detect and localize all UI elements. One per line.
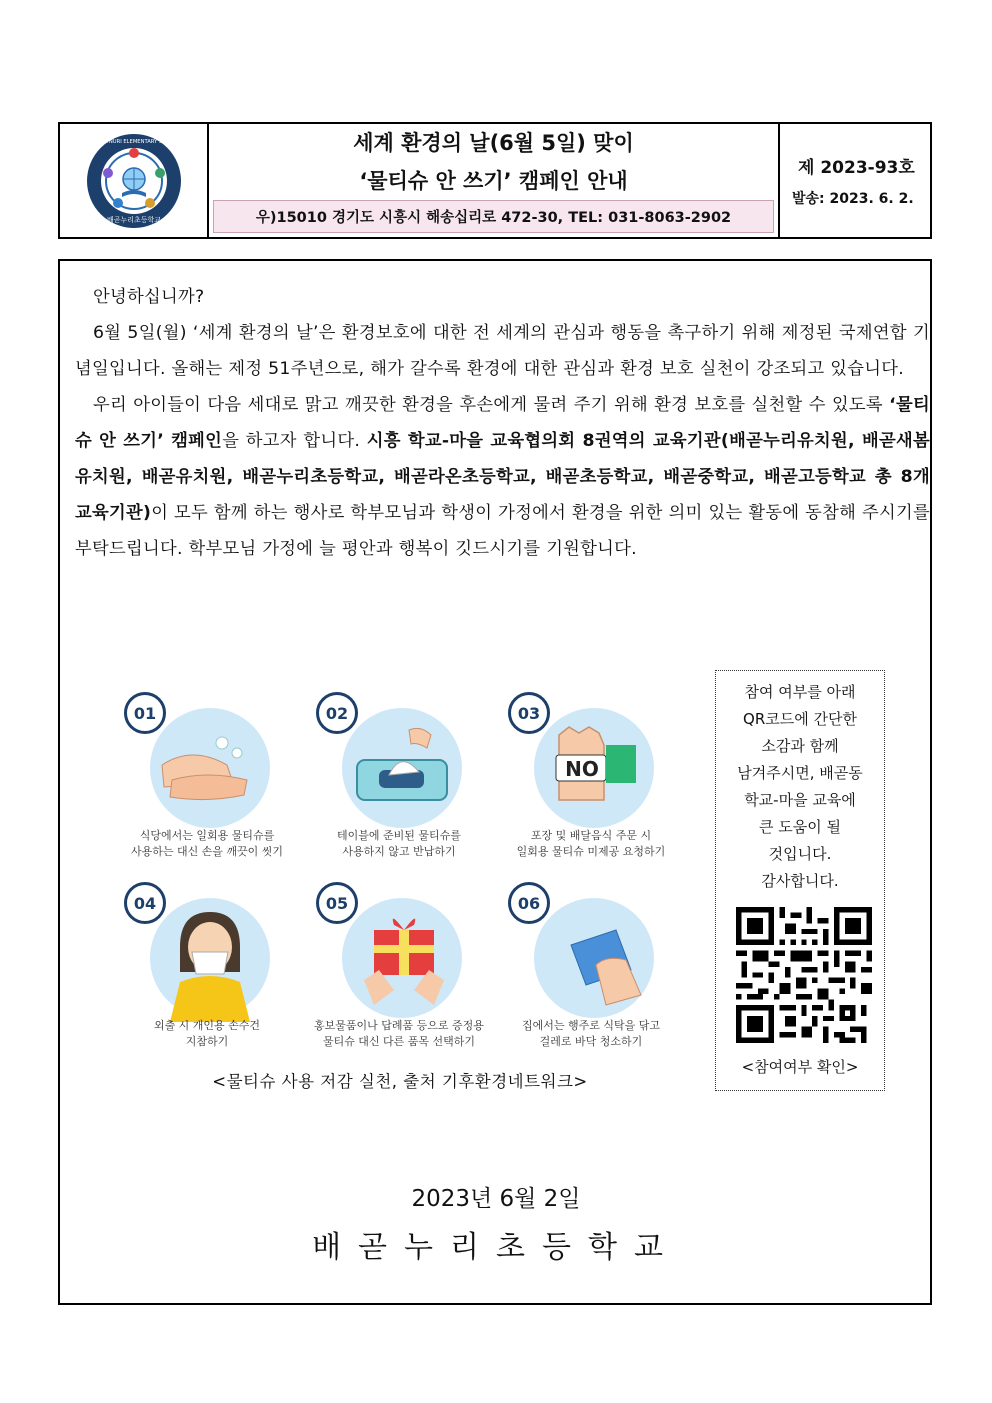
caption-line-1: 집에서는 행주로 식탁을 닦고 (521, 1019, 660, 1032)
campaign-name: ‘물티슈 안 쓰기’ 캠페인 (75, 395, 930, 451)
card-caption (102, 828, 312, 860)
gift-box-icon (354, 900, 454, 1010)
qr-line: 큰 도움이 될 (759, 818, 841, 836)
card-number: 04 (124, 882, 166, 924)
logo-bottom-text: 배곧누리초등학교 (106, 215, 161, 224)
paragraph-1: 6월 5일(월) ‘세계 환경의 날’은 환경보호에 대한 전 세계의 관심과 행동을 촉구하기 위해 제정된 국제연합 기념일입니다. 올해는 제정 51주년으로, 해가 갈수록 환경에 대한 관심과 환경 보호 실천이 강조되고 있습니다. (75, 323, 930, 379)
qr-line: 남겨주시면, 배곧동 (737, 764, 863, 782)
paragraph-2 (75, 387, 930, 567)
person-handkerchief-icon (160, 902, 260, 1022)
p2-text-e: 이 모두 함께 하는 행사로 학부모님과 학생이 가정에서 환경을 위한 의미 있는 활동에 동참해 주시기를 부탁드립니다. 학부모님 가정에 늘 평안과 행복이 깃드시기를 기원합니다. (75, 503, 930, 559)
no-sign-text: NO (565, 757, 599, 781)
issue-date: 발송: 2023. 6. 2. (792, 191, 914, 207)
school-address: 우)15010 경기도 시흥시 해송십리로 472-30, TEL: 031-8063-2902 (213, 200, 774, 233)
caption-line-2: 지참하기 (185, 1035, 229, 1048)
card-caption (486, 1018, 696, 1050)
qr-code[interactable] (736, 907, 872, 1043)
p2-text-a: 우리 아이들이 다음 세대로 맑고 깨끗한 환경을 후손에게 물려 주기 위해 환경 보호를 실천할 수 있도록 (93, 395, 890, 415)
poster-card-06 (496, 870, 686, 1060)
poster-source-caption: <물티슈 사용 저감 실천, 출처 기후환경네트워크> (212, 1072, 588, 1091)
letter-body (75, 279, 930, 567)
caption-line-2: 걸레로 바닥 청소하기 (539, 1035, 643, 1048)
p2-text-c: 을 하고자 합니다. (222, 431, 367, 451)
logo-top-text: BAEGOTNURI ELEMENTARY SCHOOL (86, 138, 181, 145)
caption-line-2: 사용하는 대신 손을 깨끗이 씻기 (130, 845, 284, 858)
poster-card-01 (112, 680, 302, 870)
caption-line-2: 사용하지 않고 반납하기 (342, 845, 456, 858)
school-name: 배곧누리초등학교 (312, 1230, 680, 1265)
campaign-poster (112, 680, 682, 1065)
hand-washing-icon (152, 725, 272, 825)
card-number: 01 (124, 692, 166, 734)
poster-card-02 (304, 680, 494, 870)
qr-participation-box (715, 670, 885, 1091)
caption-line-2: 일회용 물티슈 미제공 요청하기 (516, 845, 666, 858)
card-number: 05 (316, 882, 358, 924)
qr-line: 참여 여부를 아래 (744, 683, 856, 701)
card-caption (294, 1018, 504, 1050)
letterhead (58, 122, 932, 239)
qr-line: 학교-마을 교육에 (744, 791, 856, 809)
cleaning-cloth-icon (546, 905, 646, 1015)
wet-wipes-pack-icon (349, 720, 459, 820)
caption-line-1: 외출 시 개인용 손수건 (153, 1019, 261, 1032)
qr-line: QR코드에 간단한 (743, 710, 857, 728)
letter-date: 2023년 6월 2일 (411, 1186, 581, 1212)
doc-info-cell (780, 124, 930, 237)
participating-institutions: 시흥 학교-마을 교육협의회 8권역의 교육기관(배곧누리유치원, 배곧새봄유치원, 배곧유치원, 배곧누리초등학교, 배곧라온초등학교, 배곧초등학교, 배곧중학교, 배곧고등학교 총 8개 교육기관) (75, 431, 930, 523)
poster-card-04 (112, 870, 302, 1060)
document-title (209, 124, 778, 200)
card-number: 06 (508, 882, 550, 924)
qr-instructions (716, 679, 884, 895)
caption-line-2: 물티슈 대신 다른 품목 선택하기 (322, 1035, 476, 1048)
title-line-2: ‘물티슈 안 쓰기’ 캠페인 안내 (359, 169, 628, 193)
greeting: 안녕하십니까? (93, 287, 205, 307)
card-caption (102, 1018, 312, 1050)
document-number: 제 2023-93호 (798, 158, 915, 178)
qr-line: 감사합니다. (761, 872, 839, 890)
caption-line-1: 테이블에 준비된 물티슈를 (337, 829, 461, 842)
qr-line: 소감과 함께 (761, 737, 839, 755)
card-number: 03 (508, 692, 550, 734)
caption-line-1: 홍보물품이나 답례품 등으로 증정용 (314, 1019, 484, 1032)
title-cell (209, 124, 780, 237)
card-caption (294, 828, 504, 860)
title-line-1: 세계 환경의 날(6월 5일) 맞이 (353, 131, 634, 155)
poster-card-03 (496, 680, 686, 870)
school-logo-cell (60, 124, 209, 237)
caption-line-1: 포장 및 배달음식 주문 시 (530, 829, 652, 842)
card-caption (486, 828, 696, 860)
poster-card-05 (304, 870, 494, 1060)
caption-line-1: 식당에서는 일회용 물티슈를 (139, 829, 275, 842)
card-number: 02 (316, 692, 358, 734)
school-logo-icon (84, 131, 184, 231)
qr-label: <참여여부 확인> (741, 1058, 859, 1076)
qr-line: 것입니다. (768, 845, 832, 863)
